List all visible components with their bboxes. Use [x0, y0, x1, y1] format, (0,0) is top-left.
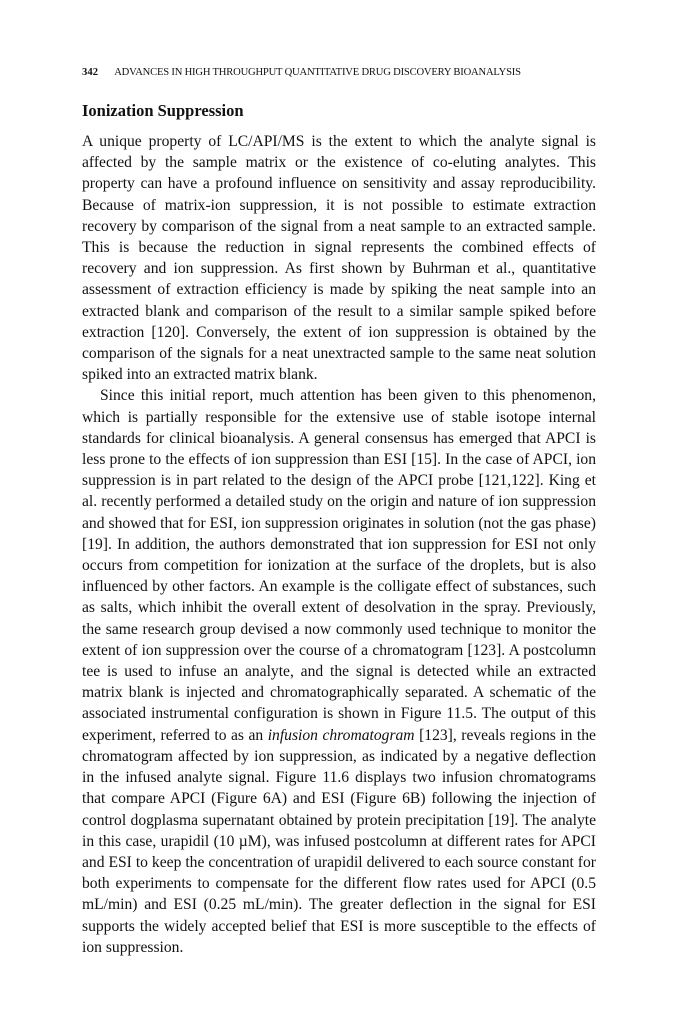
- page-number: 342: [82, 67, 99, 78]
- running-header: [82, 67, 602, 78]
- paragraph-2: [82, 385, 596, 957]
- paragraph-1: A unique property of LC/API/MS is the extent to which the analyte signal is affected by the sample matrix or the existence of co-eluting analytes. This property can have a profound influence on sensitivity and assay reproducibility. Because of matrix-ion suppression, it is not possible to estimate extraction recovery by comparison of the signal from a neat sample to an extracted sample. This is because the reduction in signal represents the combined effects of recovery and ion suppression. As first shown by Buhrman et al., quantitative assessment of extraction efficiency is made by spiking the neat sample into an extracted blank and comparison of the result to a similar sample spiked before extraction [120]. Conversely, the extent of ion suppression is obtained by the comparison of the signals for a neat unextracted sample to the same neat solution spiked into an extracted matrix blank.: [82, 133, 596, 384]
- paragraph-2-tail: [123], reveals regions in the chromatogram affected by ion suppression, as indicated by a negative deflection in the infused analyte signal. Figure 11.6 displays two infusion chromatograms that compare APCI (Figure 6A) and ESI (Figure 6B) following the injection of control dogplasma supernatant obtained by protein precipitation [19]. The analyte in this case, urapidil (10 µM), was infused postcolumn at different rates for APCI and ESI to keep the concentration of urapidil delivered to each source constant for both experiments to compensate for the different flow rates used for APCI (0.5 mL/min) and ESI (0.25 mL/min). The greater deflection in the signal for ESI supports the widely accepted belief that ESI is more susceptible to the effects of ion suppression.: [82, 726, 596, 956]
- body-text: [82, 131, 596, 958]
- emphasis-term: infusion chromatogram: [267, 726, 415, 744]
- book-title: ADVANCES IN HIGH THROUGHPUT QUANTITATIVE DRUG DISCOVERY BIOANALYSIS: [114, 67, 521, 78]
- paragraph-2-text: Since this initial report, much attention has been given to this phenomenon, which is partially responsible for the extensive use of stable isotope internal standards for clinical bioanalysis. A general consensus has emerged that APCI is less prone to the effects of ion suppression than ESI [15]. In the case of APCI, ion suppression is in part related to the design of the APCI probe [121,122]. King et al. recently performed a detailed study on the origin and nature of ion suppression and showed that for ESI, ion suppression originates in solution (not the gas phase) [19]. In addition, the authors demonstrated that ion suppression for ESI not only occurs from competition for ionization at the surface of the droplets, but is also influenced by other factors. An example is the colligate effect of substances, such as salts, which inhibit the overall extent of desolvation in the spray. Previously, the same research group devised a now commonly used technique to monitor the extent of ion suppression over the course of a chromatogram [123]. A postcolumn tee is used to infuse an analyte, and the signal is detected while an extracted matrix blank is injected and chromatographically separated. A schematic of the associated instrumental configuration is shown in Figure 11.5. The output of this experiment, referred to as an: [82, 387, 596, 744]
- section-heading: Ionization Suppression: [82, 101, 244, 120]
